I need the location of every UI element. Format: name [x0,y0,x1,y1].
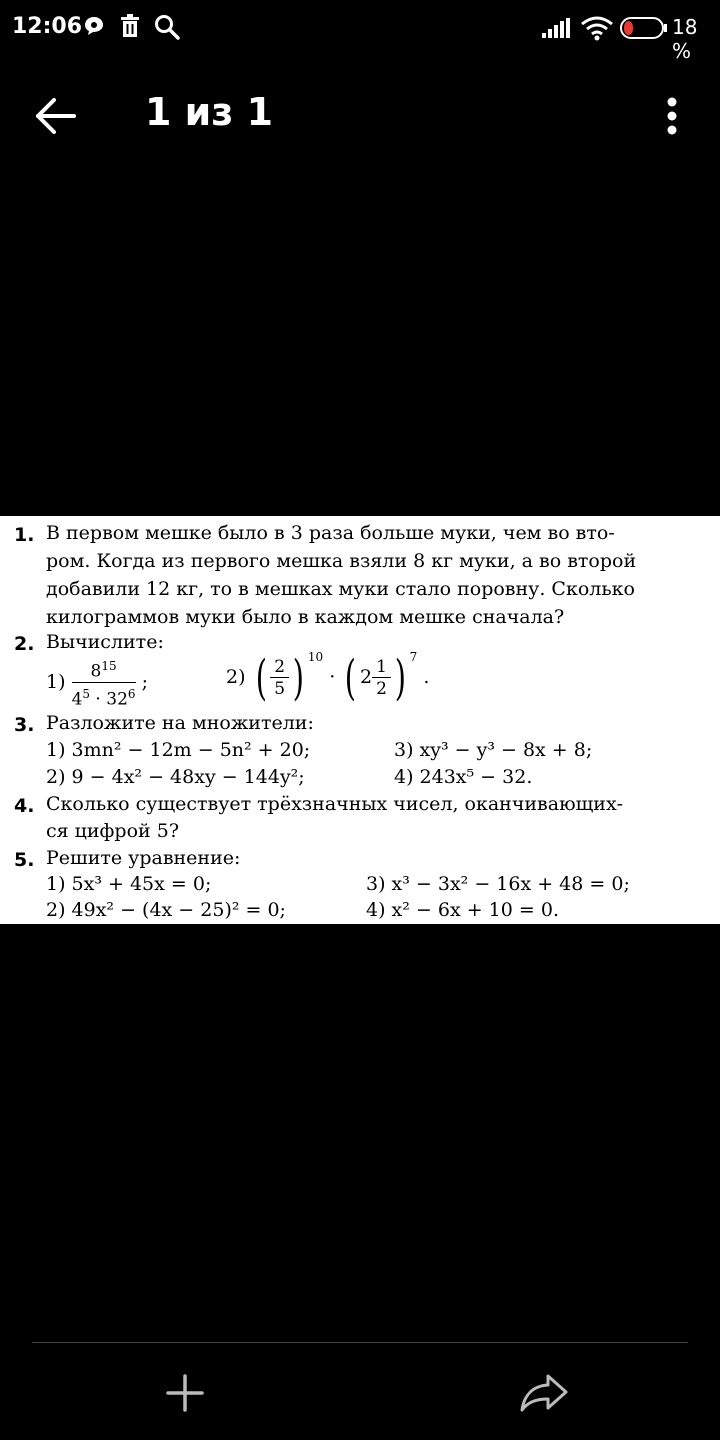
task-2-expression-1 [46,656,148,710]
task-5-item-4: 4) x² − 6x + 10 = 0. [366,899,559,921]
left-paren: ( [345,650,357,706]
task-5-item-2: 2) 49x² − (4x − 25)² = 0; [46,899,286,921]
right-paren: ) [394,650,406,706]
fraction-1-denominator: 5 [274,678,286,699]
power-exponent-1: 10 [307,650,324,664]
battery-percentage: 18 % [672,15,698,63]
task-2-expr-2-fraction-1 [270,657,289,700]
trash-icon [119,14,141,38]
chat-notification-icon [82,14,106,38]
task-2-expression-2 [226,650,430,706]
fraction-denominator-dot: · [90,689,107,710]
fraction-denominator-base-1: 4 [71,689,83,710]
fraction-numerator-base: 8 [90,661,102,682]
signal-icon [542,18,572,38]
page-counter-title: 1 из 1 [145,90,274,134]
fraction-denominator-exponent-2: 6 [127,686,136,701]
task-2-expr-2-fraction-2 [372,657,391,700]
task-5-heading: Решите уравнение: [46,847,241,869]
status-bar [0,0,720,63]
task-5-item-3: 3) x³ − 3x² − 16x + 48 = 0; [366,873,630,895]
task-3-item-2: 2) 9 − 4x² − 48xy − 144y²; [46,766,305,788]
task-3-item-4: 4) 243x⁵ − 32. [394,766,533,788]
task-4-line-2: ся цифрой 5? [46,820,179,842]
back-arrow-icon [30,90,82,142]
share-button[interactable] [518,1372,570,1414]
task-2-expr-2-label: 2) [226,666,246,688]
task-1-line-2: ром. Когда из первого мешка взяли 8 кг муки, а во второй [46,550,637,572]
task-5-number: 5. [14,849,35,871]
task-2-expr-1-fraction [72,656,136,710]
document-image[interactable] [0,516,720,924]
fraction-numerator-exponent: 15 [101,659,117,673]
app-bar [0,70,720,160]
bottom-divider [32,1342,688,1343]
task-2-number: 2. [14,633,35,655]
task-1-line-4: килограммов муки было в каждом мешке сначала? [46,606,565,628]
task-1-number: 1. [14,524,35,546]
more-vertical-icon [650,90,694,142]
task-1-line-3: добавили 12 кг, то в мешках муки стало поровну. Сколько [46,578,635,600]
status-time: 12:06 [12,14,83,39]
task-1-line-1: В первом мешке было в 3 раза больше муки, чем во вто- [46,522,615,544]
power-exponent-2: 7 [409,650,418,664]
task-2-expr-1-end: ; [141,671,148,694]
fraction-denominator-exponent-1: 5 [82,686,91,701]
fraction-2-denominator: 2 [376,678,387,699]
mixed-number-whole: 2 [360,666,373,688]
wifi-icon [580,15,614,41]
add-icon [162,1370,208,1416]
fraction-denominator-base-2: 32 [106,689,128,710]
task-3-number: 3. [14,714,35,736]
right-paren: ) [292,650,305,706]
multiply-dot: · [329,666,336,688]
task-4-line-1: Сколько существует трёхзначных чисел, оканчивающих- [46,793,624,815]
task-2-heading: Вычислите: [46,631,164,653]
battery-icon [620,16,668,40]
task-2-expr-2-end: . [423,666,430,688]
left-paren: ( [255,650,267,706]
task-3-heading: Разложите на множители: [46,712,314,734]
search-icon [154,14,180,40]
add-button[interactable] [162,1370,208,1416]
task-2-expr-1-label: 1) [46,671,66,694]
task-4-number: 4. [14,795,35,817]
task-3-item-1: 1) 3mn² − 12m − 5n² + 20; [46,739,311,761]
share-icon [518,1372,570,1414]
task-5-item-1: 1) 5x³ + 45x = 0; [46,873,212,895]
back-button[interactable] [30,90,82,142]
fraction-1-numerator: 2 [270,657,289,678]
fraction-2-numerator: 1 [372,657,391,678]
task-3-item-3: 3) xy³ − y³ − 8x + 8; [394,739,593,761]
more-options-button[interactable] [650,90,694,142]
